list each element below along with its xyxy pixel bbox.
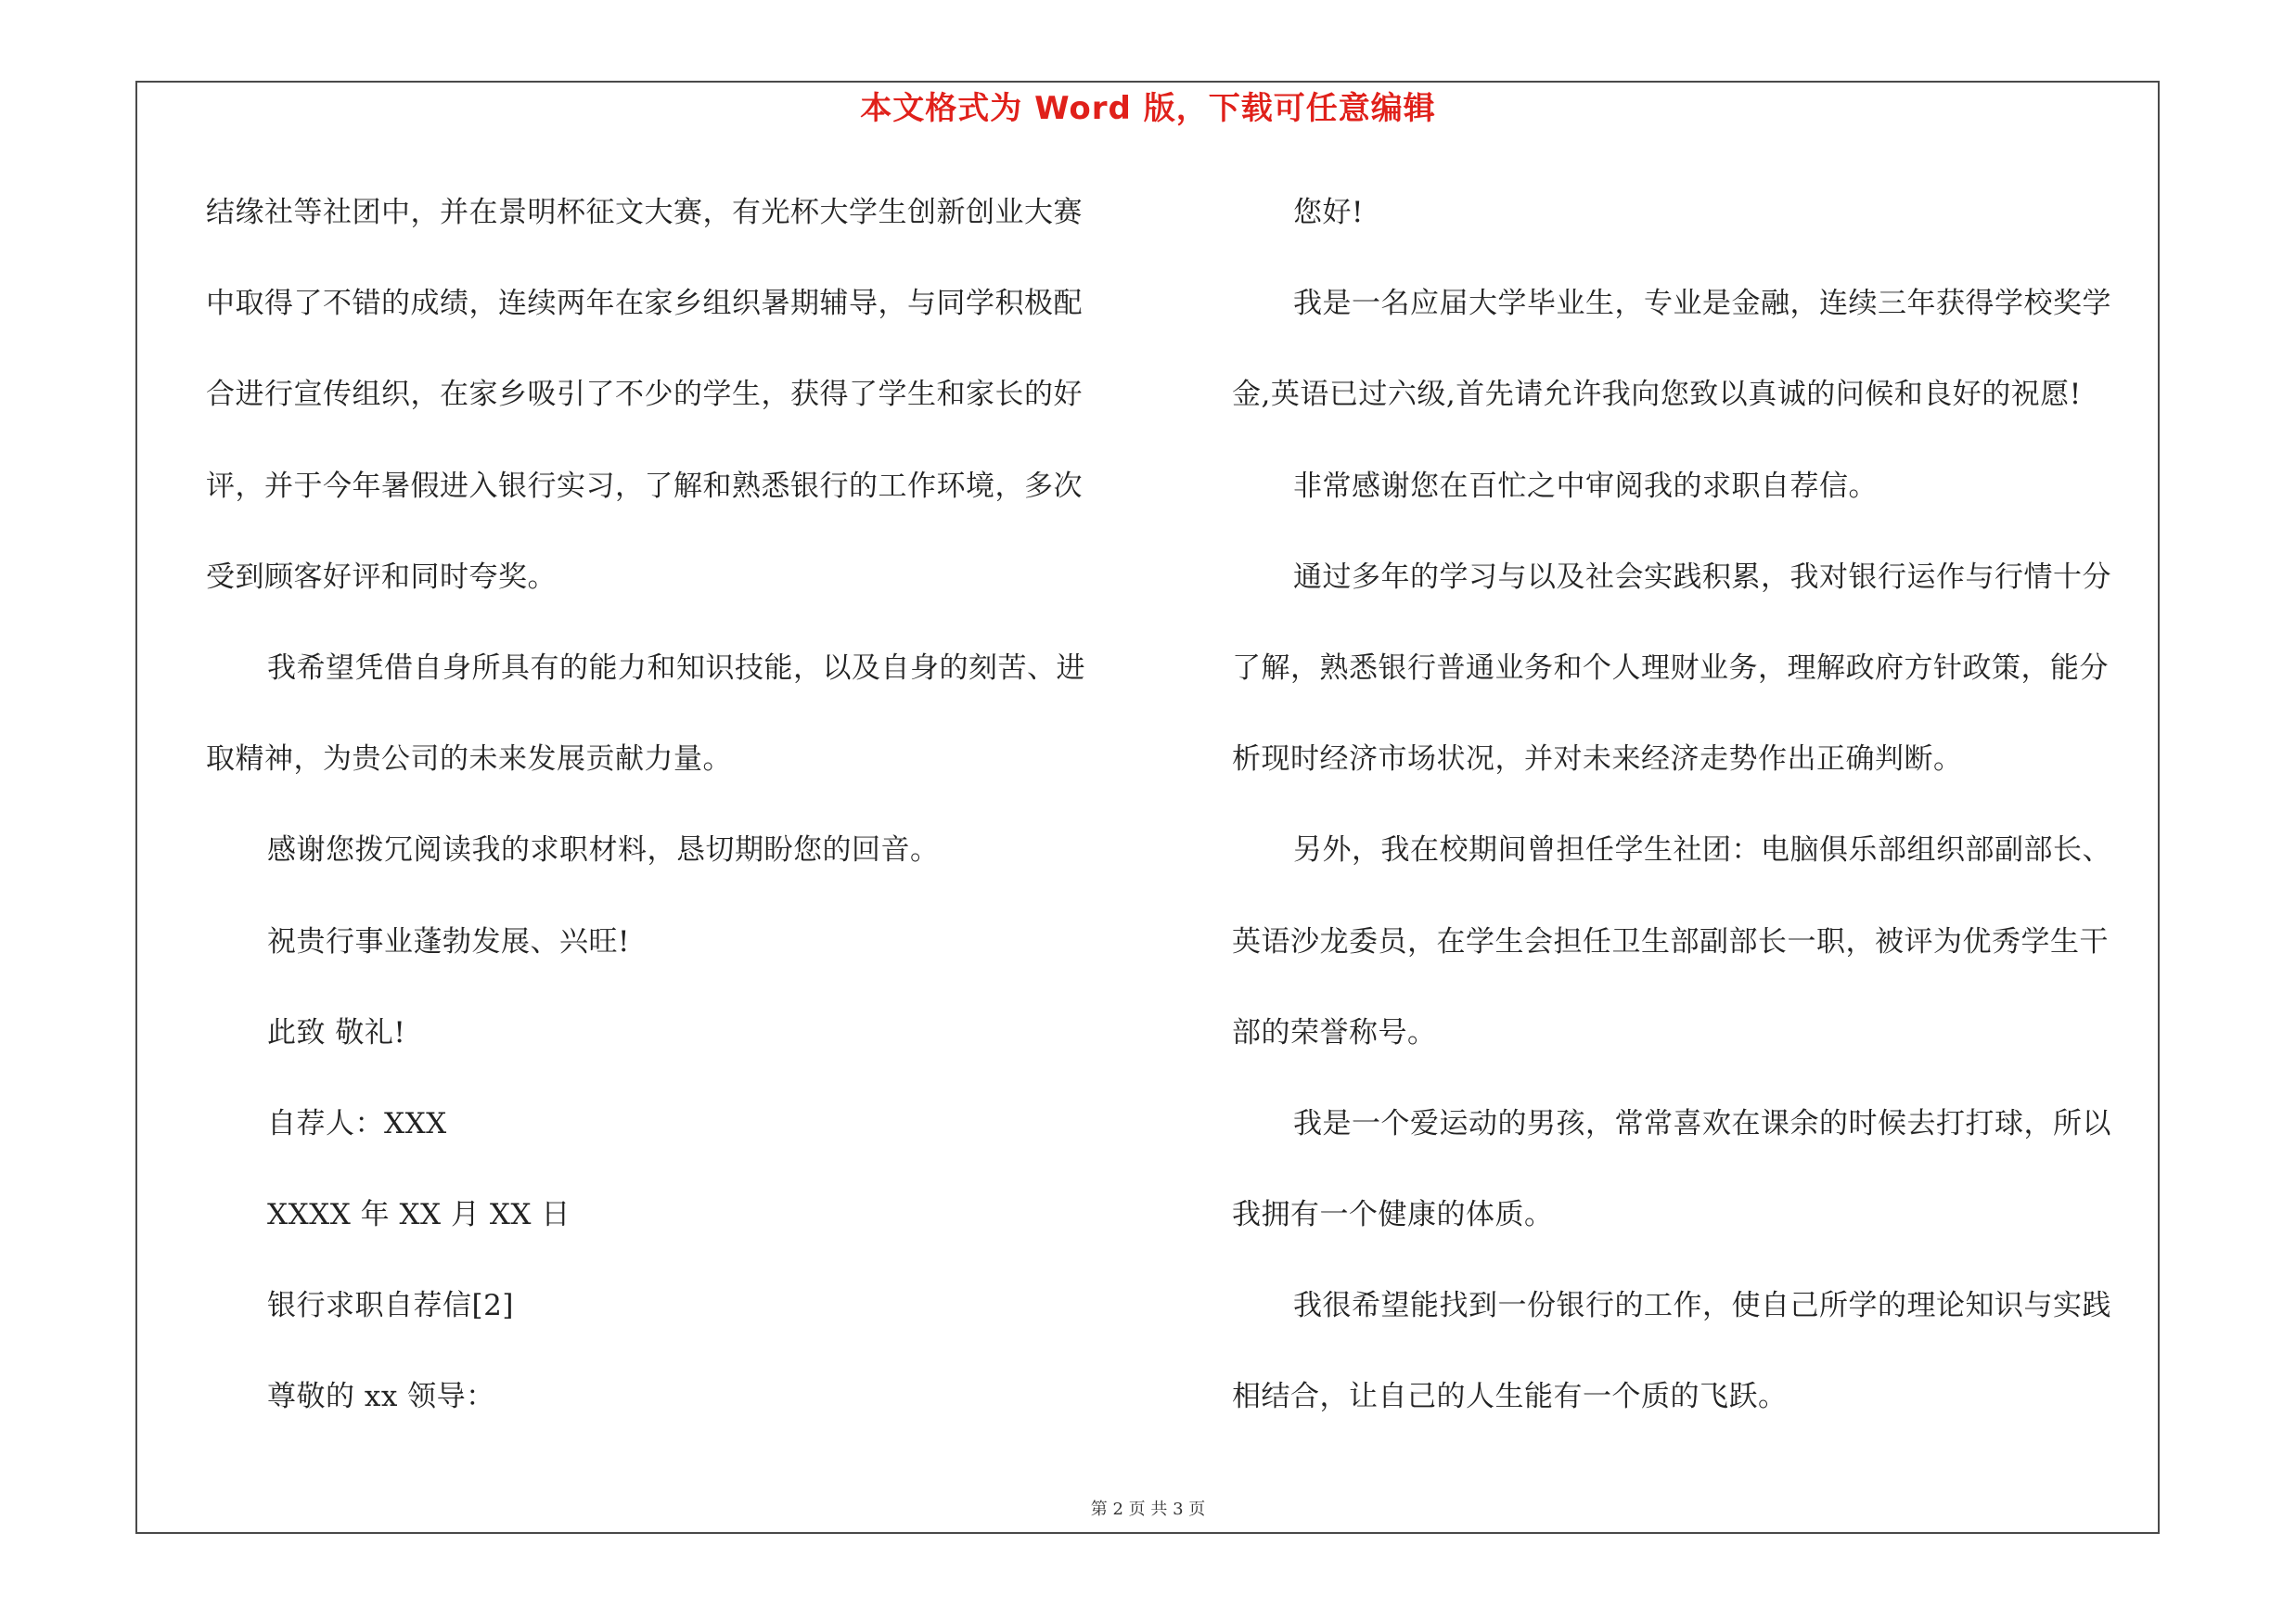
text-line: 祝贵行事业蓬勃发展、兴旺! xyxy=(267,924,630,959)
text-line: XXXX 年 XX 月 XX 日 xyxy=(267,1198,571,1232)
text-line: 英语沙龙委员，在学生会担任卫生部副部长一职，被评为优秀学生干 xyxy=(1232,924,2109,959)
page-number-footer: 第 2 页 共 3 页 xyxy=(1090,1500,1206,1519)
text-line: 非常感谢您在百忙之中审阅我的求职自荐信。 xyxy=(1293,469,1878,503)
text-line: 感谢您拨冗阅读我的求职材料，恳切期盼您的回音。 xyxy=(267,833,940,868)
text-line: 金,英语已过六级,首先请允许我向您致以真诚的问候和良好的祝愿! xyxy=(1232,378,2082,412)
text-line: 此致 敬礼! xyxy=(267,1015,406,1050)
text-line: 我拥有一个健康的体质。 xyxy=(1232,1198,1554,1232)
text-line: 结缘社等社团中，并在景明杯征文大赛，有光杯大学生创新创业大赛 xyxy=(206,196,1083,229)
text-line: 自荐人：XXX xyxy=(267,1106,447,1140)
text-line: 相结合，让自己的人生能有一个质的飞跃。 xyxy=(1232,1380,1788,1414)
text-line: 取精神，为贵公司的未来发展贡献力量。 xyxy=(206,742,732,777)
text-line: 受到顾客好评和同时夸奖。 xyxy=(206,560,557,594)
left-text-column xyxy=(206,184,1124,1460)
text-line: 您好! xyxy=(1293,196,1364,229)
text-line: 我是一个爱运动的男孩，常常喜欢在课余的时候去打打球，所以 xyxy=(1293,1106,2111,1140)
text-line: 了解，熟悉银行普通业务和个人理财业务，理解政府方针政策，能分 xyxy=(1232,650,2109,685)
text-line: 合进行宣传组织，在家乡吸引了不少的学生，获得了学生和家长的好 xyxy=(206,378,1083,412)
right-text-column xyxy=(1232,184,2150,1460)
text-line: 中取得了不错的成绩，连续两年在家乡组织暑期辅导，与同学积极配 xyxy=(206,287,1083,321)
text-line: 银行求职自荐信[2] xyxy=(267,1289,514,1323)
text-line: 我希望凭借自身所具有的能力和知识技能，以及自身的刻苦、进 xyxy=(267,650,1085,685)
text-line: 我很希望能找到一份银行的工作，使自己所学的理论知识与实践 xyxy=(1293,1289,2111,1323)
text-line: 我是一名应届大学毕业生，专业是金融，连续三年获得学校奖学 xyxy=(1293,287,2111,321)
text-line: 通过多年的学习与以及社会实践积累，我对银行运作与行情十分 xyxy=(1293,560,2111,594)
text-line: 另外，我在校期间曾担任学生社团：电脑俱乐部组织部副部长、 xyxy=(1293,833,2111,868)
text-line: 部的荣誉称号。 xyxy=(1232,1015,1437,1050)
document-header-banner: 本文格式为 Word 版，下载可任意编辑 xyxy=(860,90,1436,127)
text-line: 析现时经济市场状况，并对未来经济走势作出正确判断。 xyxy=(1232,742,1963,777)
text-line: 评，并于今年暑假进入银行实习，了解和熟悉银行的工作环境，多次 xyxy=(206,469,1083,503)
text-line: 尊敬的 xx 领导： xyxy=(267,1380,495,1414)
